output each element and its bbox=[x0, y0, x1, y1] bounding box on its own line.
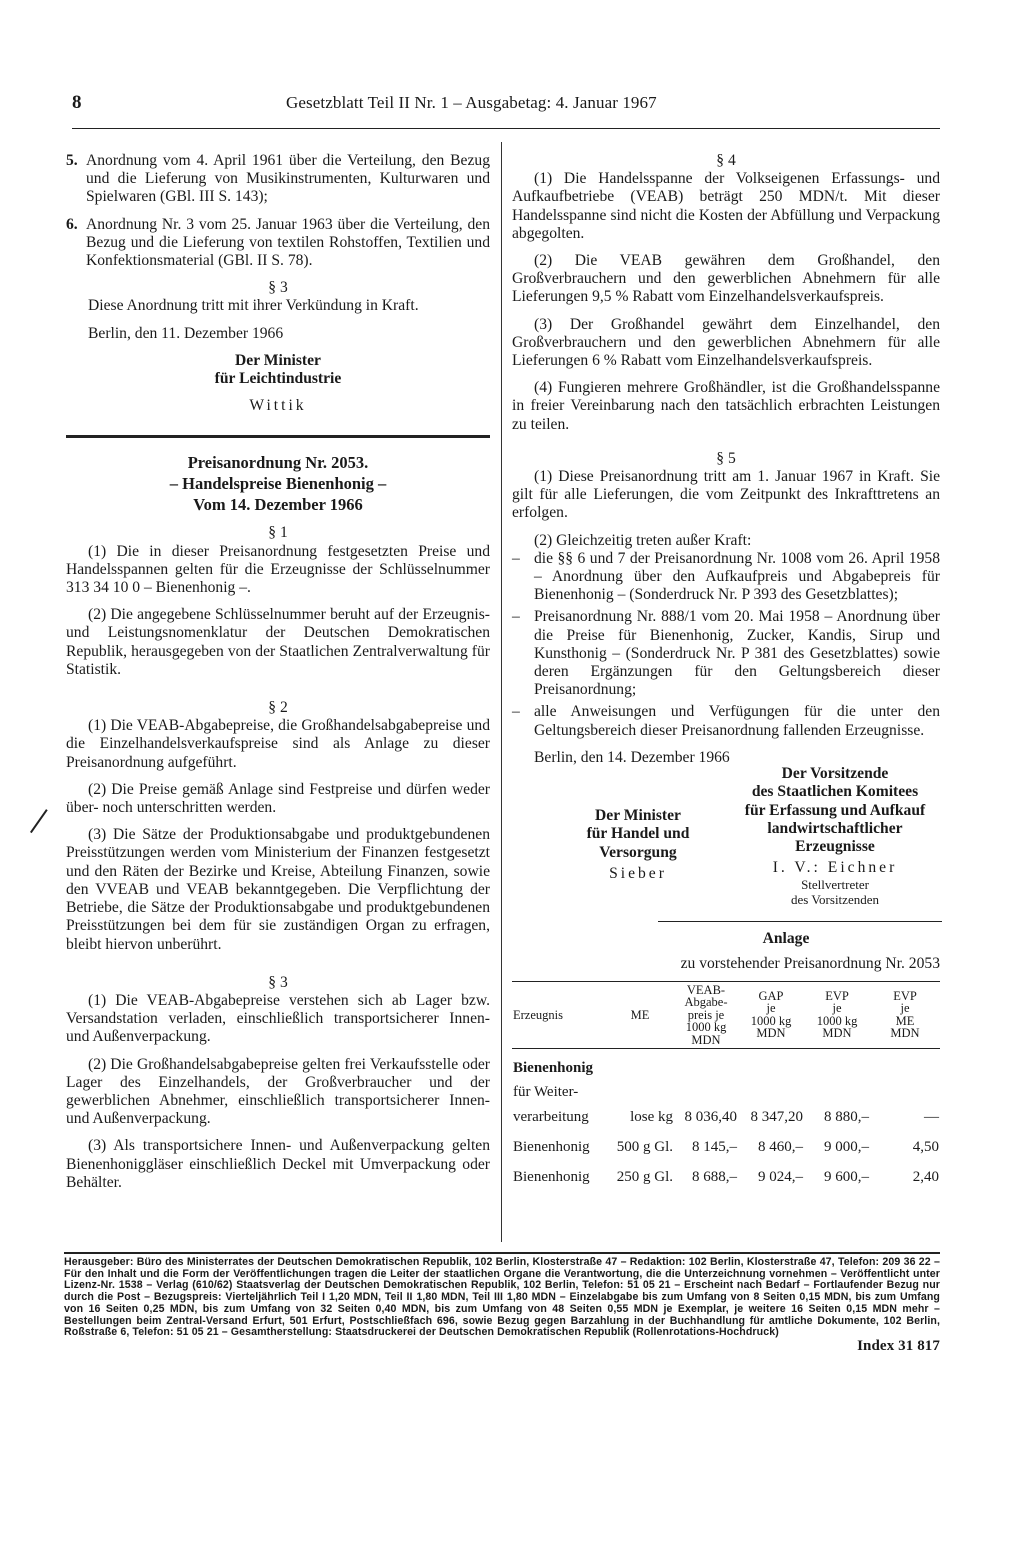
table-header: Erzeugnis ME VEAB- Abgabe- preis je 1000 kg MDN GAP je 1000 kg MDN EVP je 1000 kg MDN EVP je ME MDN bbox=[512, 981, 940, 1049]
section-heading: § 3 bbox=[268, 973, 288, 991]
right-column bbox=[512, 152, 940, 1189]
table-row: Bienenhonig 500 g Gl. 8 145,– 8 460,– 9 000,– 4,50 bbox=[513, 1138, 939, 1155]
signatory-title: Der Minister bbox=[235, 351, 321, 369]
signature-block bbox=[512, 765, 940, 908]
ordinance-date: Vom 14. Dezember 1966 bbox=[193, 495, 363, 515]
ordinance-title: Preisanordnung Nr. 2053. bbox=[187, 453, 369, 473]
section-heading: § 1 bbox=[268, 524, 288, 542]
paragraph: (3) Der Großhandel gewährt dem Einzelhandel, den Großverbrauchern und den gewerblichen Abnehmern für alle Lieferungen 6 % Rabatt vom Einzelhandelsverkaufspreis. bbox=[512, 315, 940, 370]
signatory-title: für Leichtindustrie bbox=[214, 370, 342, 388]
paragraph: (2) Die VEAB gewähren dem Großhandel, den Großverbrauchern und den gewerblichen Abnehmern für alle Lieferungen 9,5 % Rabatt vom Einzelhandelsverkaufspreis. bbox=[512, 252, 940, 306]
paragraph: (4) Fungieren mehrere Großhändler, ist die Großhandelsspanne in freier Vereinbarung nach den tatsächlich erbrachten Leistungen zu teilen. bbox=[512, 379, 940, 433]
anlage-title: Anlage bbox=[762, 930, 810, 948]
anlage-rule bbox=[658, 921, 942, 922]
table-row: für Weiter- bbox=[513, 1084, 579, 1101]
signature-left: Der Minister für Handel und Versorgung Sieber bbox=[586, 807, 690, 882]
imprint-text: Herausgeber: Büro des Ministerrates der Deutschen Demokratischen Republik, 102 Berlin, Klosterstraße 47 – Redaktion: 102 Berlin, Klosterstraße 47, Telefon: 209 36 22 – Für den Inhalt und die Form der Veröffentlichungen tragen die Leiter der staatlichen Organe die Verantwortung, die die Unterzeichnung vornehmen – Veröffentlicht unter Lizenz-Nr. 1538 – Verlag (610/62) Staatsverlag der Deutschen Demokratischen Republik, 102 Berlin, Telefon: 51 05 21 – Erscheint nach Bedarf – Fortlaufender Bezug nur durch die Post – Bezugspreis: Vierteljährlich Teil I 1,20 MDN, Teil II 1,80 MDN, Teil III 1,80 MDN – Einzelabgabe bis zum Umfang von 8 Seiten 0,15 MDN, bis zum Umfang von 16 Seiten 0,25 MDN, bis zum Umfang von 32 Seiten 0,40 MDN, bis zum Umfang von 48 Seiten 0,55 MDN je Exemplar, je weitere 16 Seiten 0,15 MDN mehr – Bestellungen beim Zentral-Versand Erfurt, 501 Erfurt, Postschließfach 696, sowie Bezug gegen Barzahlung in der Buchhandlung für amtliche Dokumente, 102 Berlin, Roßstraße 6, Telefon: 51 05 21 – Gesamtherstellung: Staatsdruckerei der Deutschen Demokratischen Republik (Rollenrotations-Hochdruck) bbox=[64, 1256, 940, 1339]
paragraph: (2) Gleichzeitig treten außer Kraft: bbox=[534, 531, 752, 549]
price-table bbox=[512, 981, 940, 1190]
section-heading: § 5 bbox=[716, 449, 736, 467]
table-row: verarbeitung lose kg 8 036,40 8 347,20 8 880,– — bbox=[513, 1108, 939, 1125]
place-date: Berlin, den 14. Dezember 1966 bbox=[534, 748, 730, 766]
table-row: Bienenhonig 250 g Gl. 8 688,– 9 024,– 9 600,– 2,40 bbox=[513, 1169, 939, 1186]
paragraph: (3) Die Sätze der Produktionsabgabe und produktgebundenen Preisstützungen werden vom Ministerium der Finanzen festgesetzt und den Räten der Bezirke und Kreise, Abteilung Finanzen, sowie den VVEAB und VEAB bekanntgegeben. Die Verpflichtung der Betriebe, die Sätze der Produktionsabgabe und produktgebundenen Preisstützungen bei dem für sie zuständigen Organ zu erfragen, bleibt hiervon unberührt. bbox=[66, 826, 490, 953]
list-item: 5. Anordnung vom 4. April 1961 über die Verteilung, den Bezug und die Lieferung von Musikinstrumenten, Kulturwaren und Spielwaren (GBl. III S. 143); bbox=[66, 152, 490, 206]
signatory-name: Wittik bbox=[249, 397, 307, 415]
paragraph: (1) Diese Preisanordnung tritt am 1. Januar 1967 in Kraft. Sie gilt für alle Lieferungen, die vom Zeitpunkt des Inkrafttretens an erfolgen. bbox=[512, 468, 940, 522]
header-rule bbox=[72, 128, 940, 129]
index-number: Index 31 817 bbox=[857, 1337, 940, 1354]
paragraph: (1) Die VEAB-Abgabepreise verstehen sich ab Lager bzw. Versandstation verladen, einschließlich transportsicherer Innen- und Außenverpackung. bbox=[66, 991, 490, 1046]
paragraph: (1) Die Handelsspanne der Volkseigenen Erfassungs- und Aufkaufbetriebe (VEAB) beträgt 250 MDN/t. Mit dieser Handelsspanne sind nicht die Kosten der Abfüllung und Verpackung abgegolten. bbox=[512, 170, 940, 242]
paragraph: (2) Die Großhandelsabgabepreise gelten frei Verkaufsstelle oder Lager des Einzelhandels, der Großverbraucher und der gewerblichen Abnehmer, einschließlich transportsicherer Innen- und Außenverpackung. bbox=[66, 1055, 490, 1128]
imprint-footer bbox=[64, 1252, 940, 1353]
section-divider bbox=[66, 435, 490, 438]
paragraph: (1) Die in dieser Preisanordnung festgesetzten Preise und Handelsspannen gelten für die Erzeugnisse der Schlüsselnummer 313 34 10 0 – Bienenhonig –. bbox=[66, 542, 490, 597]
section-heading: § 4 bbox=[716, 152, 736, 169]
page-header bbox=[72, 92, 940, 128]
place-date: Berlin, den 11. Dezember 1966 bbox=[88, 324, 284, 342]
anlage-subtitle: zu vorstehender Preisanordnung Nr. 2053 bbox=[680, 954, 940, 972]
paragraph: (1) Die VEAB-Abgabepreise, die Großhandelsabgabepreise und die Einzelhandelsverkaufspreise sind als Anlage zu dieser Preisanordnung aufgeführt. bbox=[66, 717, 490, 771]
column-separator bbox=[501, 142, 502, 1242]
section-heading: § 2 bbox=[268, 699, 288, 717]
header-title: Gesetzblatt Teil II Nr. 1 – Ausgabetag: 4. Januar 1967 bbox=[286, 93, 657, 112]
section-heading: § 3 bbox=[268, 279, 288, 297]
dash-item: – die §§ 6 und 7 der Preisanordnung Nr. 1008 vom 26. April 1958 – Anordnung über den Aufkaufpreis und Abgabepreis für Bienenhonig – (Sonderdruck Nr. P 393 des Gesetzblattes); bbox=[512, 549, 940, 604]
paragraph: (2) Die Preise gemäß Anlage sind Festpreise und dürfen weder über- noch unterschritten werden. bbox=[66, 780, 490, 817]
paragraph: (3) Als transportsichere Innen- und Außenverpackung gelten Bienenhoniggläser einschließlich Deckel mit Umverpackung oder Behälter. bbox=[66, 1137, 490, 1191]
dash-item: – alle Anweisungen und Verfügungen für die unter den Geltungsbereich dieser Preisanordnung fallenden Erzeugnisse. bbox=[512, 703, 940, 739]
left-column bbox=[66, 152, 490, 1192]
table-row: Bienenhonig bbox=[513, 1060, 594, 1077]
ordinance-subtitle: – Handelspreise Bienenhonig – bbox=[169, 474, 387, 494]
paragraph: (2) Die angegebene Schlüsselnummer beruht auf der Erzeugnis- und Leistungsnomenklatur der Deutschen Demokratischen Republik, herausgegeben von der Staatlichen Zentralverwaltung für Statistik. bbox=[66, 606, 490, 678]
signature-right: Der Vorsitzende des Staatlichen Komitees für Erfassung und Aufkauf landwirtschaftlicher Erzeugnisse I. V.: Eichner Stellvertreter des Vorsitzenden bbox=[744, 765, 926, 908]
page-number: 8 bbox=[72, 92, 82, 113]
paragraph: Diese Anordnung tritt mit ihrer Verkündung in Kraft. bbox=[88, 297, 419, 315]
dash-item: – Preisanordnung Nr. 888/1 vom 20. Mai 1958 – Anordnung über die Preise für Bienenhonig, Zucker, Kandis, Sirup und Kunsthonig – (Sonderdruck Nr. P 381 des Gesetzblattes) sowie deren Ergänzungen für den Geltungsbereich dieser Preisanordnung; bbox=[512, 608, 940, 699]
margin-pen-mark bbox=[30, 809, 48, 833]
list-item: 6. Anordnung Nr. 3 vom 25. Januar 1963 über die Verteilung, den Bezug und die Lieferung von textilen Rohstoffen, Textilien und Konfektionsmaterial (GBl. II S. 78). bbox=[66, 215, 490, 270]
